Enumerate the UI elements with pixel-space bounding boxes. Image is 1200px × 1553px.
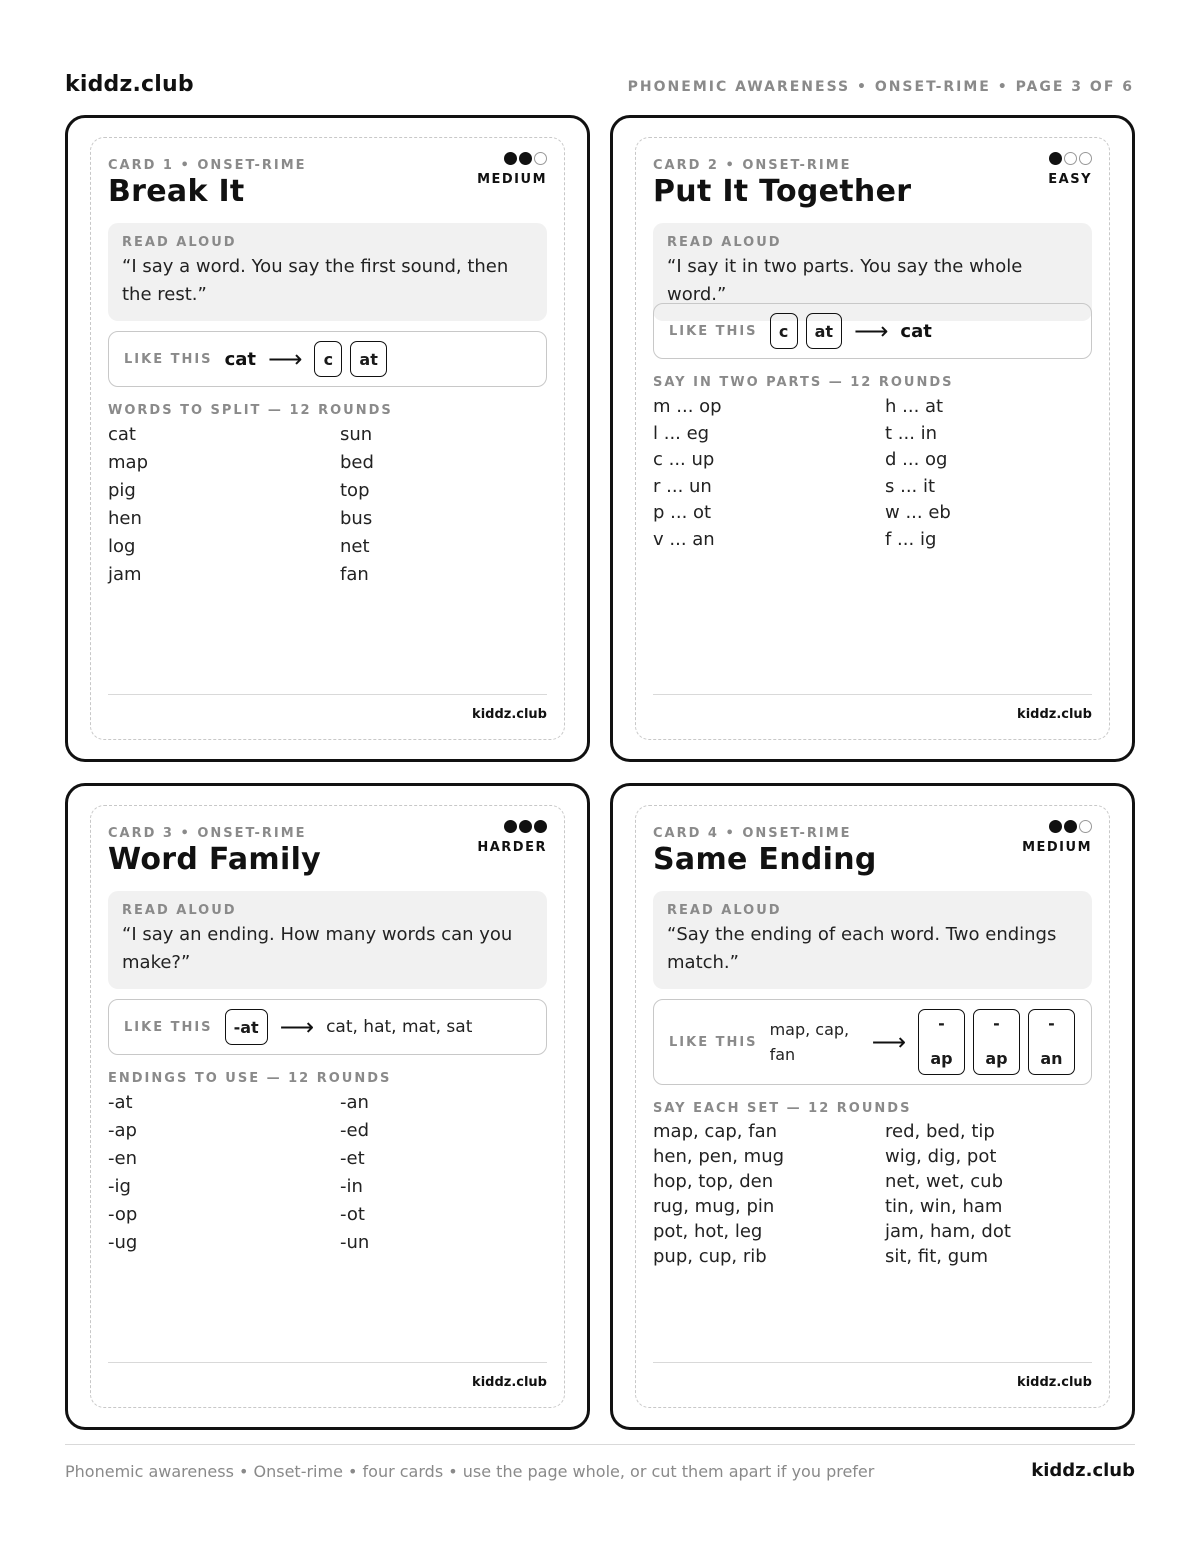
footer-brand: kiddz.club	[1031, 1460, 1135, 1481]
list-item: s ... it	[885, 475, 936, 497]
list-item: -ot	[340, 1204, 365, 1225]
read-aloud-text: “I say an ending. How many words can you make?”	[122, 924, 513, 973]
list-item: log	[108, 536, 136, 557]
difficulty-indicator	[477, 820, 547, 855]
example-tiles	[770, 313, 842, 349]
word-list	[653, 1121, 1092, 1271]
list-item: -ed	[340, 1120, 369, 1141]
list-item: -et	[340, 1148, 365, 1169]
list-item: m ... op	[653, 396, 722, 417]
card-footer-brand: kiddz.club	[1017, 1375, 1092, 1390]
list-item: hen, pen, mug	[653, 1146, 785, 1167]
list-item: w ... eb	[885, 502, 951, 523]
filled-dot-icon	[504, 152, 517, 165]
sound-tile: at	[806, 313, 842, 349]
card-title: Put It Together	[653, 174, 912, 209]
example-tiles	[918, 1009, 1075, 1075]
word-list	[653, 396, 1092, 555]
example-tiles	[314, 341, 386, 377]
like-this-label: LIKE THIS	[669, 323, 758, 339]
card-title: Same Ending	[653, 842, 877, 877]
read-aloud-label: READ ALOUD	[667, 903, 782, 918]
list-label: WORDS TO SPLIT — 12 ROUNDS	[108, 403, 393, 418]
right-arrow-icon: ⟶	[854, 317, 889, 345]
list-item: top	[340, 480, 370, 501]
list-item: -un	[340, 1232, 370, 1253]
list-item: -en	[108, 1148, 137, 1169]
list-item: pig	[108, 480, 136, 501]
example-box	[108, 331, 547, 387]
difficulty-indicator	[1048, 152, 1092, 187]
list-item: sun	[340, 424, 373, 445]
card-divider	[108, 1362, 547, 1363]
sound-tile: at	[350, 341, 386, 377]
sound-tile: c	[314, 341, 342, 377]
difficulty-indicator	[1022, 820, 1092, 855]
example-result: cat, hat, mat, sat	[326, 1017, 473, 1037]
list-item: r ... un	[653, 475, 712, 497]
word-list	[108, 424, 547, 592]
difficulty-dots	[1048, 152, 1092, 166]
example-box	[653, 999, 1092, 1085]
card-word-family	[65, 783, 590, 1430]
difficulty-dots	[477, 152, 547, 166]
brand-logo: kiddz.club	[65, 72, 194, 97]
list-item: -ap	[108, 1120, 137, 1141]
read-aloud-text: “I say it in two parts. You say the whole word.”	[667, 256, 1023, 305]
like-this-label: LIKE THIS	[124, 1019, 213, 1035]
sound-tile: c	[770, 313, 798, 349]
ending-tile: - ap	[973, 1009, 1020, 1075]
example-box	[108, 999, 547, 1055]
empty-dot-icon	[1079, 152, 1092, 165]
card-kicker: CARD 2 • ONSET-RIME	[653, 158, 852, 173]
list-item: sit, fit, gum	[885, 1246, 989, 1267]
read-aloud-box	[108, 223, 547, 321]
read-aloud-text: “I say a word. You say the first sound, then the rest.”	[122, 256, 509, 305]
difficulty-label: EASY	[1048, 172, 1092, 187]
card-divider	[108, 694, 547, 695]
card-dashed-border	[90, 805, 565, 1408]
card-divider	[653, 694, 1092, 695]
list-label: SAY IN TWO PARTS — 12 ROUNDS	[653, 375, 954, 390]
empty-dot-icon	[534, 152, 547, 165]
example-words: map, cap, fan	[769, 1020, 850, 1064]
list-item: -an	[340, 1092, 369, 1113]
example-word: cat	[224, 348, 256, 370]
list-item: c ... up	[653, 449, 715, 470]
list-item: d ... og	[885, 449, 948, 470]
card-kicker: CARD 4 • ONSET-RIME	[653, 826, 852, 841]
right-arrow-icon: ⟶	[279, 1013, 315, 1041]
filled-dot-icon	[1049, 152, 1062, 165]
filled-dot-icon	[519, 152, 532, 165]
example-box	[653, 303, 1092, 359]
list-label: ENDINGS TO USE — 12 ROUNDS	[108, 1071, 392, 1086]
list-item: v ... an	[653, 528, 715, 550]
difficulty-dots	[1022, 820, 1092, 834]
list-item: -at	[108, 1092, 133, 1113]
card-footer-brand: kiddz.club	[1017, 707, 1092, 722]
read-aloud-text: “Say the ending of each word. Two endings match.”	[667, 924, 1057, 973]
like-this-label: LIKE THIS	[124, 351, 213, 367]
like-this-label: LIKE THIS	[669, 1034, 758, 1050]
filled-dot-icon	[504, 820, 517, 833]
list-item: red, bed, tip	[885, 1121, 995, 1142]
list-item: hen	[108, 508, 142, 529]
difficulty-label: HARDER	[477, 840, 547, 855]
read-aloud-label: READ ALOUD	[122, 903, 237, 918]
card-same-ending	[610, 783, 1135, 1430]
filled-dot-icon	[519, 820, 532, 833]
list-label: SAY EACH SET — 12 ROUNDS	[653, 1101, 912, 1116]
list-item: cat	[108, 424, 136, 445]
ending-tile: - an	[1028, 1009, 1075, 1075]
list-item: -in	[340, 1176, 363, 1197]
difficulty-dots	[477, 820, 547, 834]
word-list	[108, 1092, 547, 1260]
filled-dot-icon	[1064, 820, 1077, 833]
empty-dot-icon	[1064, 152, 1077, 165]
list-item: bus	[340, 508, 373, 529]
right-arrow-icon: ⟶	[267, 345, 303, 373]
list-item: pup, cup, rib	[653, 1246, 767, 1267]
list-item: bed	[340, 452, 374, 473]
list-item: h ... at	[885, 396, 944, 417]
list-item: jam	[108, 564, 142, 585]
list-item: l ... eg	[653, 422, 710, 444]
page-meta: PHONEMIC AWARENESS • ONSET-RIME • PAGE 3 OF 6	[627, 79, 1134, 95]
list-item: wig, dig, pot	[885, 1146, 997, 1167]
read-aloud-label: READ ALOUD	[122, 235, 237, 250]
list-item: map	[108, 452, 148, 473]
page-header	[65, 70, 1134, 100]
filled-dot-icon	[534, 820, 547, 833]
right-arrow-icon: ⟶	[871, 1028, 906, 1056]
card-put-it-together	[610, 115, 1135, 762]
card-kicker: CARD 1 • ONSET-RIME	[108, 158, 307, 173]
list-item: pot, hot, leg	[653, 1221, 763, 1242]
list-item: map, cap, fan	[653, 1121, 778, 1142]
list-item: f ... ig	[885, 528, 937, 550]
list-item: -op	[108, 1204, 138, 1225]
filled-dot-icon	[1049, 820, 1062, 833]
card-footer-brand: kiddz.club	[472, 707, 547, 722]
list-item: p ... ot	[653, 502, 712, 523]
card-title: Break It	[108, 174, 245, 209]
footer-text: Phonemic awareness • Onset-rime • four cards • use the page whole, or cut them apart if you prefer	[65, 1462, 875, 1481]
difficulty-label: MEDIUM	[1022, 840, 1092, 855]
read-aloud-label: READ ALOUD	[667, 235, 782, 250]
difficulty-indicator	[477, 152, 547, 187]
card-footer-brand: kiddz.club	[472, 1375, 547, 1390]
list-item: t ... in	[885, 422, 938, 444]
list-item: -ig	[108, 1176, 131, 1197]
card-dashed-border	[635, 805, 1110, 1408]
list-item: net, wet, cub	[885, 1171, 1004, 1192]
empty-dot-icon	[1079, 820, 1092, 833]
difficulty-label: MEDIUM	[477, 172, 547, 187]
footer-divider	[65, 1444, 1135, 1445]
list-item: -ug	[108, 1232, 138, 1253]
list-item: rug, mug, pin	[653, 1196, 775, 1217]
read-aloud-box	[653, 891, 1092, 989]
card-kicker: CARD 3 • ONSET-RIME	[108, 826, 307, 841]
list-item: tin, win, ham	[885, 1196, 1003, 1217]
card-break-it	[65, 115, 590, 762]
ending-tile: -at	[225, 1009, 268, 1045]
list-item: hop, top, den	[653, 1171, 774, 1192]
list-item: fan	[340, 564, 369, 585]
card-dashed-border	[90, 137, 565, 740]
example-result: cat	[900, 320, 932, 342]
card-divider	[653, 1362, 1092, 1363]
card-dashed-border	[635, 137, 1110, 740]
list-item: net	[340, 536, 370, 557]
read-aloud-box	[108, 891, 547, 989]
ending-tile: - ap	[918, 1009, 965, 1075]
list-item: jam, ham, dot	[885, 1221, 1011, 1242]
card-title: Word Family	[108, 842, 322, 877]
